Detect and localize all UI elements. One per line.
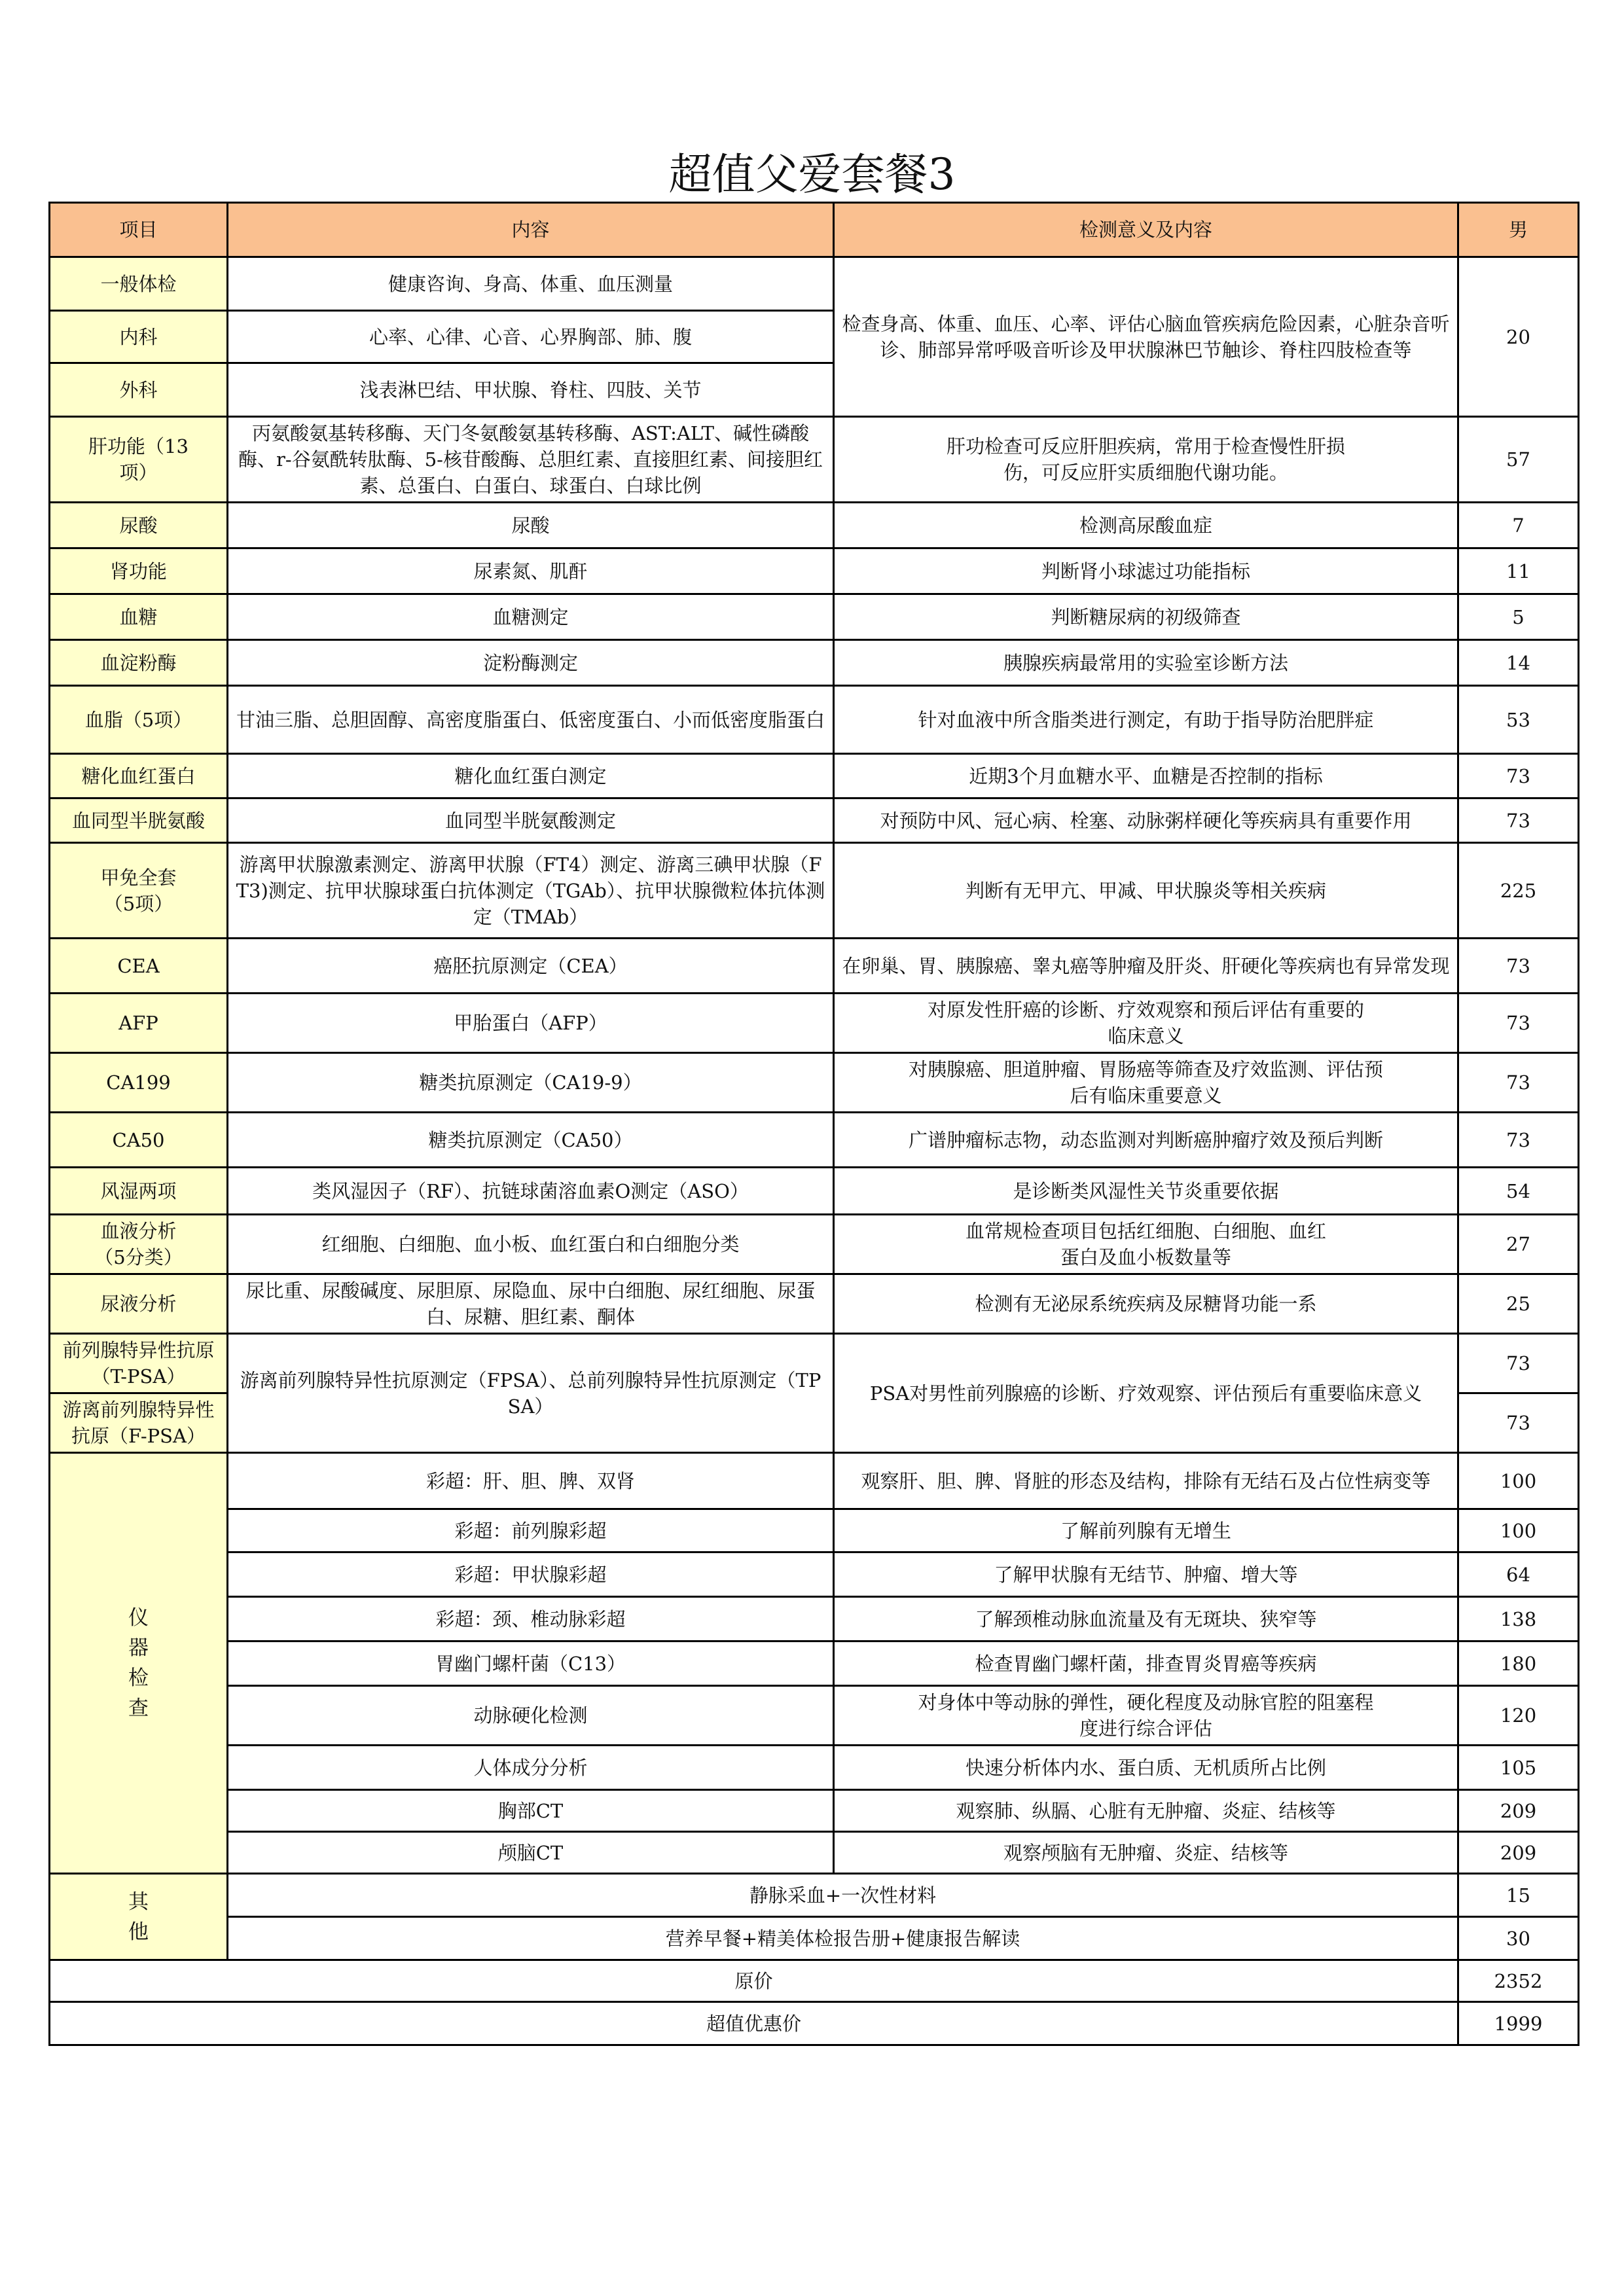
item-cell: 仪器检查: [50, 1453, 228, 1874]
meaning-cell: 检查胃幽门螺杆菌，排查胃炎胃癌等疾病: [834, 1641, 1458, 1686]
price-cell: 105: [1458, 1746, 1579, 1790]
content-cell: 糖类抗原测定（CA50）: [228, 1113, 834, 1168]
meaning-cell: 了解前列腺有无增生: [834, 1509, 1458, 1552]
table-row: [50, 594, 1579, 640]
content-cell: 心率、心律、心音、心界胸部、肺、腹: [228, 311, 834, 363]
table-header-row: [50, 203, 1579, 257]
page-title: 超值父爱套餐3: [668, 149, 956, 200]
content-cell: 游离前列腺特异性抗原测定（FPSA）、总前列腺特异性抗原测定（TPSA）: [228, 1334, 834, 1453]
price-cell: 11: [1458, 548, 1579, 594]
meaning-cell: 判断有无甲亢、甲减、甲状腺炎等相关疾病: [834, 843, 1458, 939]
item-cell: AFP: [50, 994, 228, 1053]
item-cell: 前列腺特异性抗原（T-PSA）: [50, 1334, 228, 1393]
content-cell: 癌胚抗原测定（CEA）: [228, 939, 834, 994]
package-table: [48, 202, 1579, 2046]
table-row: [50, 1552, 1579, 1597]
price-cell: 30: [1458, 1917, 1579, 1960]
table-row: [50, 1686, 1579, 1746]
price-cell: 73: [1458, 939, 1579, 994]
item-cell: 尿酸: [50, 503, 228, 548]
table-row: [50, 798, 1579, 843]
meaning-cell: 快速分析体内水、蛋白质、无机质所占比例: [834, 1746, 1458, 1790]
price-cell: 209: [1458, 1790, 1579, 1832]
item-cell: CA50: [50, 1113, 228, 1168]
item-cell: 甲免全套（5项）: [50, 843, 228, 939]
price-cell: 180: [1458, 1641, 1579, 1686]
meaning-cell: 判断糖尿病的初级筛查: [834, 594, 1458, 640]
item-cell: 血同型半胱氨酸: [50, 798, 228, 843]
meaning-cell: 广谱肿瘤标志物，动态监测对判断癌肿瘤疗效及预后判断: [834, 1113, 1458, 1168]
item-cell: 血糖: [50, 594, 228, 640]
content-cell: 甲胎蛋白（AFP）: [228, 994, 834, 1053]
item-cell: 肾功能: [50, 548, 228, 594]
table-row: [50, 754, 1579, 798]
price-cell: 27: [1458, 1215, 1579, 1274]
content-cell: 尿酸: [228, 503, 834, 548]
price-cell: 138: [1458, 1597, 1579, 1641]
meaning-cell: 近期3个月血糖水平、血糖是否控制的指标: [834, 754, 1458, 798]
meaning-cell: 在卵巢、胃、胰腺癌、睾丸癌等肿瘤及肝炎、肝硬化等疾病也有异常发现: [834, 939, 1458, 994]
table-row: [50, 1509, 1579, 1552]
content-cell: 营养早餐+精美体检报告册+健康报告解读: [228, 1917, 1458, 1960]
table-row: [50, 417, 1579, 503]
table-row: [50, 1053, 1579, 1113]
item-cell: 肝功能（13项）: [50, 417, 228, 503]
content-cell: 糖化血红蛋白测定: [228, 754, 834, 798]
price-cell: 64: [1458, 1552, 1579, 1597]
table-row: [50, 1113, 1579, 1168]
item-cell: 尿液分析: [50, 1274, 228, 1334]
content-cell: 红细胞、白细胞、血小板、血红蛋白和白细胞分类: [228, 1215, 834, 1274]
meaning-cell: 胰腺疾病最常用的实验室诊断方法: [834, 640, 1458, 686]
content-cell: 健康咨询、身高、体重、血压测量: [228, 257, 834, 311]
price-cell: 73: [1458, 994, 1579, 1053]
content-cell: 颅脑CT: [228, 1832, 834, 1874]
meaning-cell: 肝功检查可反应肝胆疾病，常用于检查慢性肝损伤，可反应肝实质细胞代谢功能。: [834, 417, 1458, 503]
item-cell: 血脂（5项）: [50, 686, 228, 754]
meaning-cell: 对身体中等动脉的弹性，硬化程度及动脉官腔的阻塞程度进行综合评估: [834, 1686, 1458, 1746]
content-cell: 彩超：甲状腺彩超: [228, 1552, 834, 1597]
content-cell: 血糖测定: [228, 594, 834, 640]
item-cell: 外科: [50, 363, 228, 417]
price-cell: 225: [1458, 843, 1579, 939]
table-row: [50, 1746, 1579, 1790]
meaning-cell: 判断肾小球滤过功能指标: [834, 548, 1458, 594]
table-row: [50, 503, 1579, 548]
price-cell: 7: [1458, 503, 1579, 548]
price-cell: 73: [1458, 1393, 1579, 1453]
header-male: 男: [1458, 203, 1579, 257]
table-row: [50, 1641, 1579, 1686]
content-cell: 浅表淋巴结、甲状腺、脊柱、四肢、关节: [228, 363, 834, 417]
item-cell: 糖化血红蛋白: [50, 754, 228, 798]
meaning-cell: 检查身高、体重、血压、心率、评估心脑血管疾病危险因素，心脏杂音听诊、肺部异常呼吸音听诊及甲状腺淋巴节触诊、脊柱四肢检查等: [834, 257, 1458, 417]
content-cell: 糖类抗原测定（CA19-9）: [228, 1053, 834, 1113]
meaning-cell: PSA对男性前列腺癌的诊断、疗效观察、评估预后有重要临床意义: [834, 1334, 1458, 1453]
content-cell: 胸部CT: [228, 1790, 834, 1832]
meaning-cell: 了解甲状腺有无结节、肿瘤、增大等: [834, 1552, 1458, 1597]
price-cell: 73: [1458, 1334, 1579, 1393]
table-row: [50, 1832, 1579, 1874]
content-cell: 胃幽门螺杆菌（C13）: [228, 1641, 834, 1686]
item-cell: 内科: [50, 311, 228, 363]
header-item: 项目: [50, 203, 228, 257]
special-price-row: [50, 2002, 1579, 2045]
content-cell: 尿素氮、肌酐: [228, 548, 834, 594]
price-cell: 25: [1458, 1274, 1579, 1334]
price-cell: 73: [1458, 754, 1579, 798]
content-cell: 淀粉酶测定: [228, 640, 834, 686]
price-cell: 53: [1458, 686, 1579, 754]
content-cell: 人体成分分析: [228, 1746, 834, 1790]
price-cell: 73: [1458, 1113, 1579, 1168]
meaning-cell: 针对血液中所含脂类进行测定，有助于指导防治肥胖症: [834, 686, 1458, 754]
content-cell: 彩超：前列腺彩超: [228, 1509, 834, 1552]
table-row: [50, 843, 1579, 939]
content-cell: 动脉硬化检测: [228, 1686, 834, 1746]
meaning-cell: 是诊断类风湿性关节炎重要依据: [834, 1168, 1458, 1215]
table-row: [50, 939, 1579, 994]
price-cell: 54: [1458, 1168, 1579, 1215]
table-row: [50, 1453, 1579, 1509]
content-cell: 血同型半胱氨酸测定: [228, 798, 834, 843]
item-cell: 血淀粉酶: [50, 640, 228, 686]
meaning-cell: 检测有无泌尿系统疾病及尿糖肾功能一系: [834, 1274, 1458, 1334]
price-cell: 100: [1458, 1509, 1579, 1552]
meaning-cell: 观察肝、胆、脾、肾脏的形态及结构，排除有无结石及占位性病变等: [834, 1453, 1458, 1509]
item-cell: CEA: [50, 939, 228, 994]
price-cell: 57: [1458, 417, 1579, 503]
table-row: [50, 1597, 1579, 1641]
meaning-cell: 对胰腺癌、胆道肿瘤、胃肠癌等筛查及疗效监测、评估预后有临床重要意义: [834, 1053, 1458, 1113]
special-price-label: 超值优惠价: [50, 2002, 1458, 2045]
header-meaning: 检测意义及内容: [834, 203, 1458, 257]
table-row: [50, 257, 1579, 311]
original-price-label: 原价: [50, 1960, 1458, 2002]
price-cell: 120: [1458, 1686, 1579, 1746]
table-row: [50, 1274, 1579, 1334]
price-cell: 15: [1458, 1874, 1579, 1917]
content-cell: 甘油三脂、总胆固醇、高密度脂蛋白、低密度蛋白、小而低密度脂蛋白: [228, 686, 834, 754]
item-cell: 血液分析（5分类）: [50, 1215, 228, 1274]
meaning-cell: 对预防中风、冠心病、栓塞、动脉粥样硬化等疾病具有重要作用: [834, 798, 1458, 843]
content-cell: 丙氨酸氨基转移酶、天门冬氨酸氨基转移酶、AST:ALT、碱性磷酸酶、r-谷氨酰转肽酶、5-核苷酸酶、总胆红素、直接胆红素、间接胆红素、总蛋白、白蛋白、球蛋白、白球比例: [228, 417, 834, 503]
item-cell: CA199: [50, 1053, 228, 1113]
price-cell: 73: [1458, 1053, 1579, 1113]
meaning-cell: 观察颅脑有无肿瘤、炎症、结核等: [834, 1832, 1458, 1874]
table-row: [50, 1334, 1579, 1393]
table-row: [50, 994, 1579, 1053]
price-cell: 5: [1458, 594, 1579, 640]
table-row: [50, 1874, 1579, 1917]
table-row: [50, 1168, 1579, 1215]
content-cell: 尿比重、尿酸碱度、尿胆原、尿隐血、尿中白细胞、尿红细胞、尿蛋白、尿糖、胆红素、酮体: [228, 1274, 834, 1334]
content-cell: 静脉采血+一次性材料: [228, 1874, 1458, 1917]
content-cell: 彩超：颈、椎动脉彩超: [228, 1597, 834, 1641]
header-content: 内容: [228, 203, 834, 257]
table-row: [50, 1215, 1579, 1274]
content-cell: 彩超：肝、胆、脾、双肾: [228, 1453, 834, 1509]
price-cell: 20: [1458, 257, 1579, 417]
item-cell: 一般体检: [50, 257, 228, 311]
price-cell: 209: [1458, 1832, 1579, 1874]
original-price-row: [50, 1960, 1579, 2002]
table-row: [50, 686, 1579, 754]
meaning-cell: 血常规检查项目包括红细胞、白细胞、血红蛋白及血小板数量等: [834, 1215, 1458, 1274]
meaning-cell: 检测高尿酸血症: [834, 503, 1458, 548]
content-cell: 类风湿因子（RF）、抗链球菌溶血素O测定（ASO）: [228, 1168, 834, 1215]
table-row: [50, 548, 1579, 594]
meaning-cell: 对原发性肝癌的诊断、疗效观察和预后评估有重要的临床意义: [834, 994, 1458, 1053]
table-row: [50, 640, 1579, 686]
price-cell: 73: [1458, 798, 1579, 843]
meaning-cell: 观察肺、纵膈、心脏有无肿瘤、炎症、结核等: [834, 1790, 1458, 1832]
special-price-value: 1999: [1458, 2002, 1579, 2045]
item-cell: 风湿两项: [50, 1168, 228, 1215]
original-price-value: 2352: [1458, 1960, 1579, 2002]
price-cell: 14: [1458, 640, 1579, 686]
table-row: [50, 1790, 1579, 1832]
price-cell: 100: [1458, 1453, 1579, 1509]
item-cell: 其他: [50, 1874, 228, 1960]
table-row: [50, 1917, 1579, 1960]
meaning-cell: 了解颈椎动脉血流量及有无斑块、狭窄等: [834, 1597, 1458, 1641]
item-cell: 游离前列腺特异性抗原（F-PSA）: [50, 1393, 228, 1453]
content-cell: 游离甲状腺激素测定、游离甲状腺（FT4）测定、游离三碘甲状腺（FT3)测定、抗甲状腺球蛋白抗体测定（TGAb）、抗甲状腺微粒体抗体测定（TMAb）: [228, 843, 834, 939]
